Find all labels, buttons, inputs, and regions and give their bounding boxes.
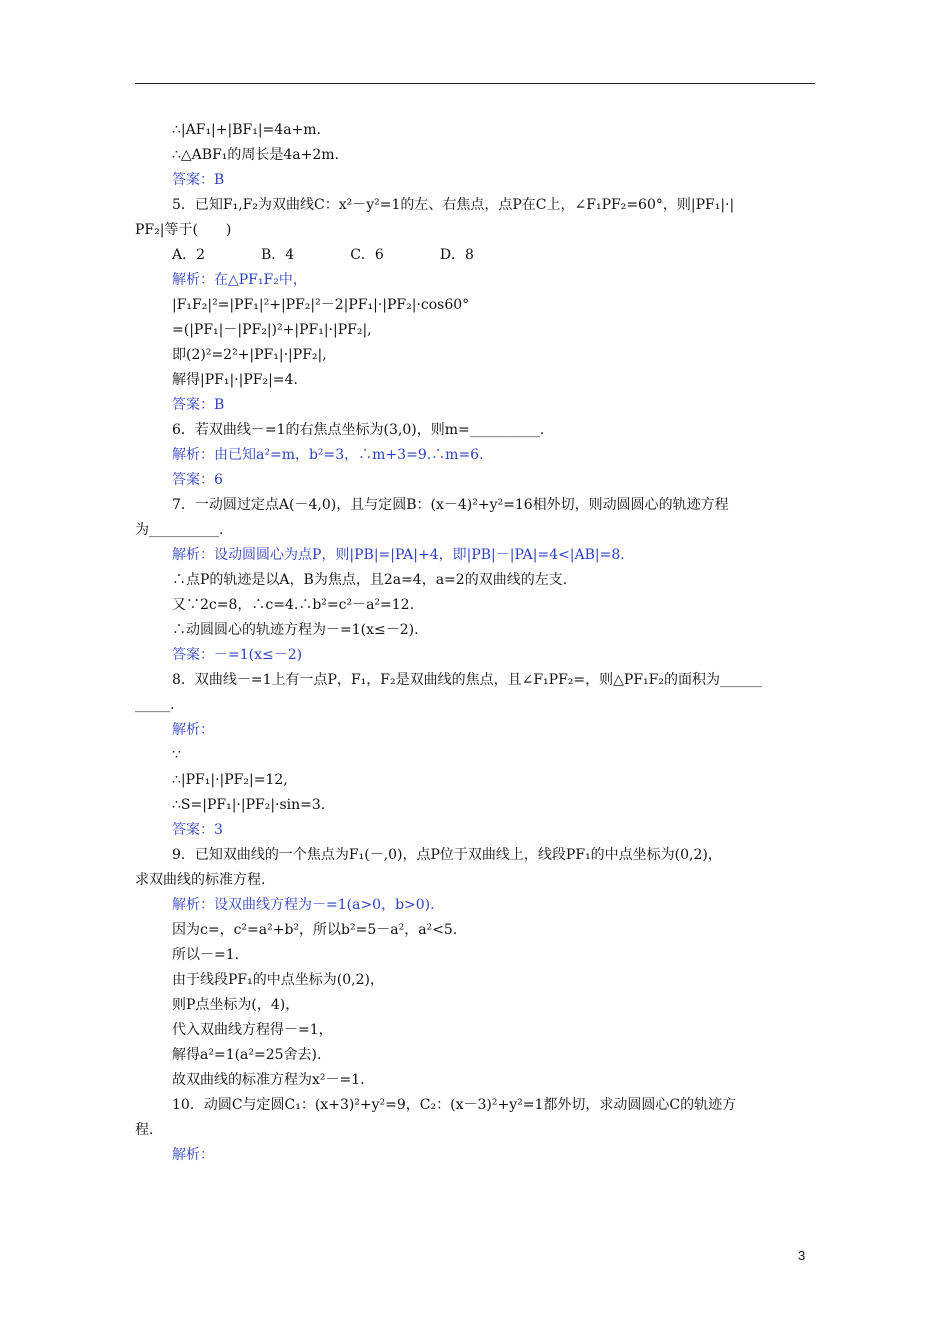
text-line: 答案：B xyxy=(172,172,225,188)
text-line: 由于线段PF₁的中点坐标为(0,2)， xyxy=(172,972,384,988)
text-line: =(|PF₁|－|PF₂|)²+|PF₁|·|PF₂|, xyxy=(172,322,372,338)
text-line: ∴点P的轨迹是以A，B为焦点，且2a=4，a=2的双曲线的左支. xyxy=(172,572,568,588)
text-line: 解得|PF₁|·|PF₂|=4. xyxy=(172,372,298,388)
text-line: 9．已知双曲线的一个焦点为F₁(－,0)，点P位于双曲线上，线段PF₁的中点坐标为(0,2)， xyxy=(172,847,722,863)
text-line: 解析：设双曲线方程为－=1(a>0，b>0). xyxy=(172,897,435,913)
text-line: |F₁F₂|²=|PF₁|²+|PF₂|²－2|PF₁|·|PF₂|·cos60° xyxy=(172,297,470,313)
text-line: 即(2)²=2²+|PF₁|·|PF₂|, xyxy=(172,347,327,363)
text-line: 因为c=，c²=a²+b²，所以b²=5－a²，a²<5. xyxy=(172,922,458,938)
header-rule xyxy=(135,83,815,84)
text-line: 解析：由已知a²=m，b²=3，∴m+3=9.∴m=6. xyxy=(172,447,484,463)
text-line: 所以－=1. xyxy=(172,947,240,963)
text-line: 答案：3 xyxy=(172,822,223,838)
text-line: 8．双曲线－=1上有一点P，F₁，F₂是双曲线的焦点，且∠F₁PF₂=，则△PF₁F₂的面积为______ xyxy=(172,672,762,688)
text-line: 为__________. xyxy=(135,522,224,538)
text-line: ∴|PF₁|·|PF₂|=12, xyxy=(172,772,288,788)
text-line: ∴|AF₁|+|BF₁|=4a+m. xyxy=(172,122,321,138)
text-line: 则P点坐标为(，4)， xyxy=(172,997,300,1013)
text-line: 求双曲线的标准方程. xyxy=(135,872,266,888)
text-line: 解析： xyxy=(172,1147,214,1163)
text-line: 答案：－=1(x≤－2) xyxy=(172,647,303,663)
text-line: 解析： xyxy=(172,722,214,738)
text-line: 解析：在△PF₁F₂中， xyxy=(172,272,307,288)
text-line: 故双曲线的标准方程为x²－=1. xyxy=(172,1072,365,1088)
text-line: 又∵2c=8，∴c=4.∴b²=c²－a²=12. xyxy=(172,597,415,613)
text-line: 代入双曲线方程得－=1， xyxy=(172,1022,333,1038)
text-line: ∴动圆圆心的轨迹方程为－=1(x≤－2). xyxy=(172,622,419,638)
text-line: 10．动圆C与定圆C₁：(x+3)²+y²=9，C₂：(x－3)²+y²=1都外切，求动圆圆心C的轨迹方 xyxy=(172,1097,737,1113)
text-line: 7．一动圆过定点A(－4,0)，且与定圆B：(x－4)²+y²=16相外切，则动圆圆心的轨迹方程 xyxy=(172,497,729,513)
text-line: 6．若双曲线－=1的右焦点坐标为(3,0)，则m=__________. xyxy=(172,422,545,438)
text-line: A．2 B．4 C．6 D．8 xyxy=(172,247,474,263)
document-body xyxy=(135,118,815,1168)
text-line: ∵ xyxy=(172,747,181,763)
text-line: 答案：B xyxy=(172,397,225,413)
text-line: _____. xyxy=(135,697,175,713)
text-line: 解析：设动圆圆心为点P，则|PB|=|PA|+4，即|PB|－|PA|=4<|AB|=8. xyxy=(172,547,625,563)
text-line: ∴S=|PF₁|·|PF₂|·sin=3. xyxy=(172,797,326,813)
text-line: 解得a²=1(a²=25舍去). xyxy=(172,1047,322,1063)
page-number: 3 xyxy=(798,1248,806,1263)
text-line: 程. xyxy=(135,1122,154,1138)
text-line: 5．已知F₁,F₂为双曲线C：x²－y²=1的左、右焦点，点P在C上，∠F₁PF₂=60°，则|PF₁|·| xyxy=(172,197,735,213)
text-line: ∴△ABF₁的周长是4a+2m. xyxy=(172,147,340,163)
text-line: 答案：6 xyxy=(172,472,223,488)
text-line: PF₂|等于( ) xyxy=(135,222,232,238)
